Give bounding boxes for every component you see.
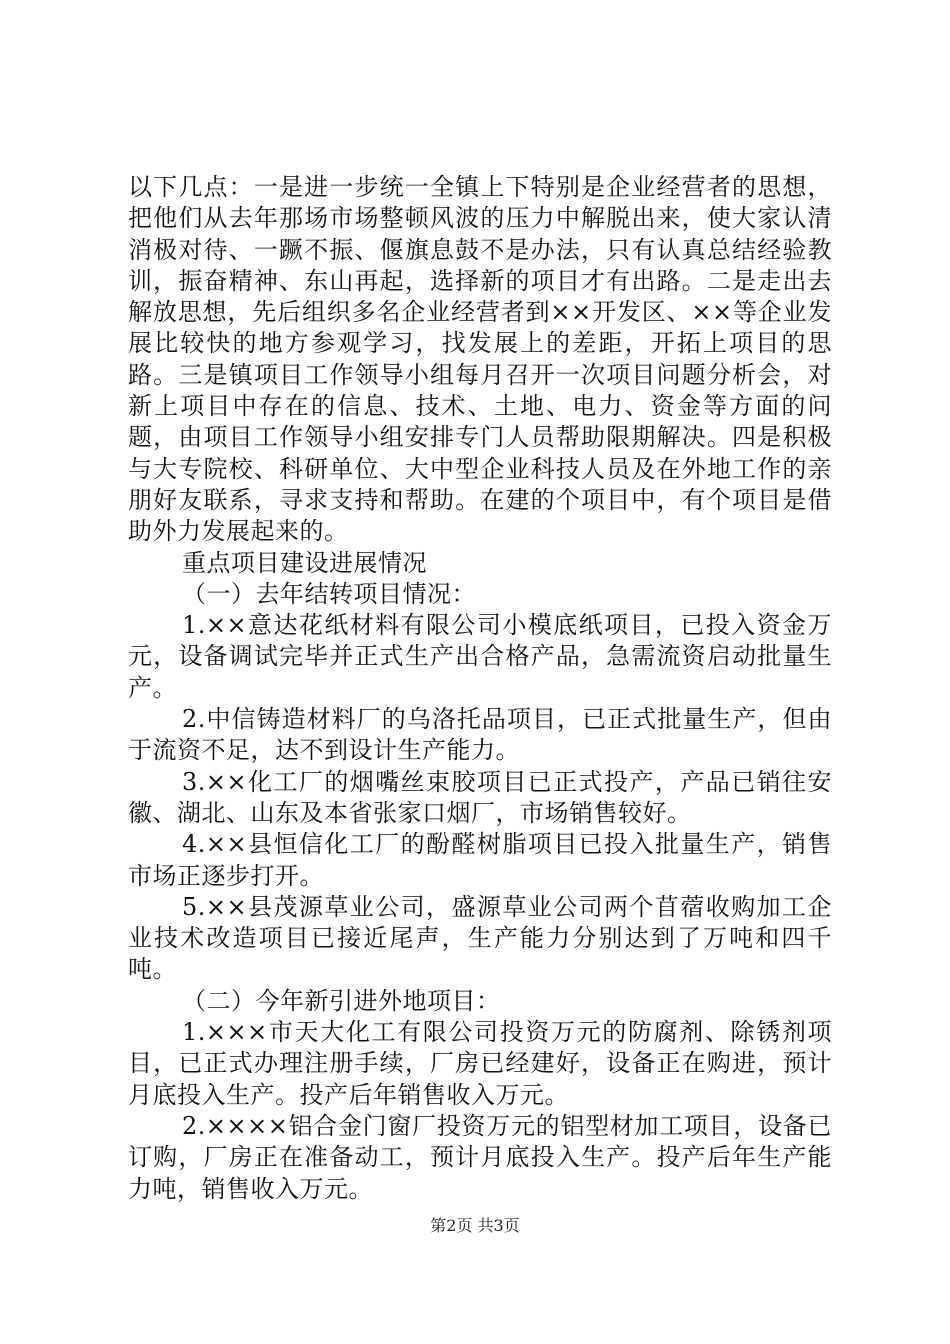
list-item-carryover-4: 4.××县恒信化工厂的酚醛树脂项目已投入批量生产，销售市场正逐步打开。 (128, 830, 832, 890)
list-item-carryover-3: 3.××化工厂的烟嘴丝束胶项目已正式投产，产品已销往安徽、湖北、山东及本省张家口烟厂，市场销售较好。 (128, 767, 832, 827)
document-body (128, 172, 832, 1205)
section-heading-key-projects: 重点项目建设进展情况 (182, 548, 427, 577)
list-item-new-2: 2.××××铝合金门窗厂投资万元的铝型材加工项目，设备已订购，厂房正在准备动工，预计月底投入生产。投产后年生产能力吨，销售收入万元。 (128, 1111, 832, 1203)
list-item-carryover-5: 5.××县茂源草业公司，盛源草业公司两个苜蓿收购加工企业技术改造项目已接近尾声，生产能力分别达到了万吨和四千吨。 (128, 892, 832, 984)
page-footer: 第2页 共3页 (430, 1216, 520, 1235)
subsection-heading-new-projects: （二）今年新引进外地项目： (182, 986, 501, 1015)
paragraph-measures: 以下几点：一是进一步统一全镇上下特别是企业经营者的思想，把他们从去年那场市场整顿风波的压力中解脱出来，使大家认清消极对待、一蹶不振、偃旗息鼓不是办法，只有认真总结经验教训，振奋精神、东山再起，选择新的项目才有出路。二是走出去解放思想，先后组织多名企业经营者到××开发区、××等企业发展比较快的地方参观学习，找发展上的差距，开拓上项目的思路。三是镇项目工作领导小组每月召开一次项目问题分析会，对新上项目中存在的信息、技术、土地、电力、资金等方面的问题，由项目工作领导小组安排专门人员帮助限期解决。四是积极与大专院校、科研单位、大中型企业科技人员及在外地工作的亲朋好友联系，寻求支持和帮助。在建的个项目中，有个项目是借助外力发展起来的。 (128, 173, 832, 546)
list-item-carryover-1: 1.××意达花纸材料有限公司小模底纸项目，已投入资金万元，设备调试完毕并正式生产出合格产品，急需流资启动批量生产。 (128, 611, 832, 702)
list-item-carryover-2: 2.中信铸造材料厂的乌洛托品项目，已正式批量生产，但由于流资不足，达不到设计生产能力。 (128, 705, 832, 765)
subsection-heading-carryover: （一）去年结转项目情况： (182, 579, 476, 608)
list-item-new-1: 1.×××市天大化工有限公司投资万元的防腐剂、除锈剂项目，已正式办理注册手续，厂房已经建好，设备正在购进，预计月底投入生产。投产后年销售收入万元。 (128, 1018, 832, 1109)
